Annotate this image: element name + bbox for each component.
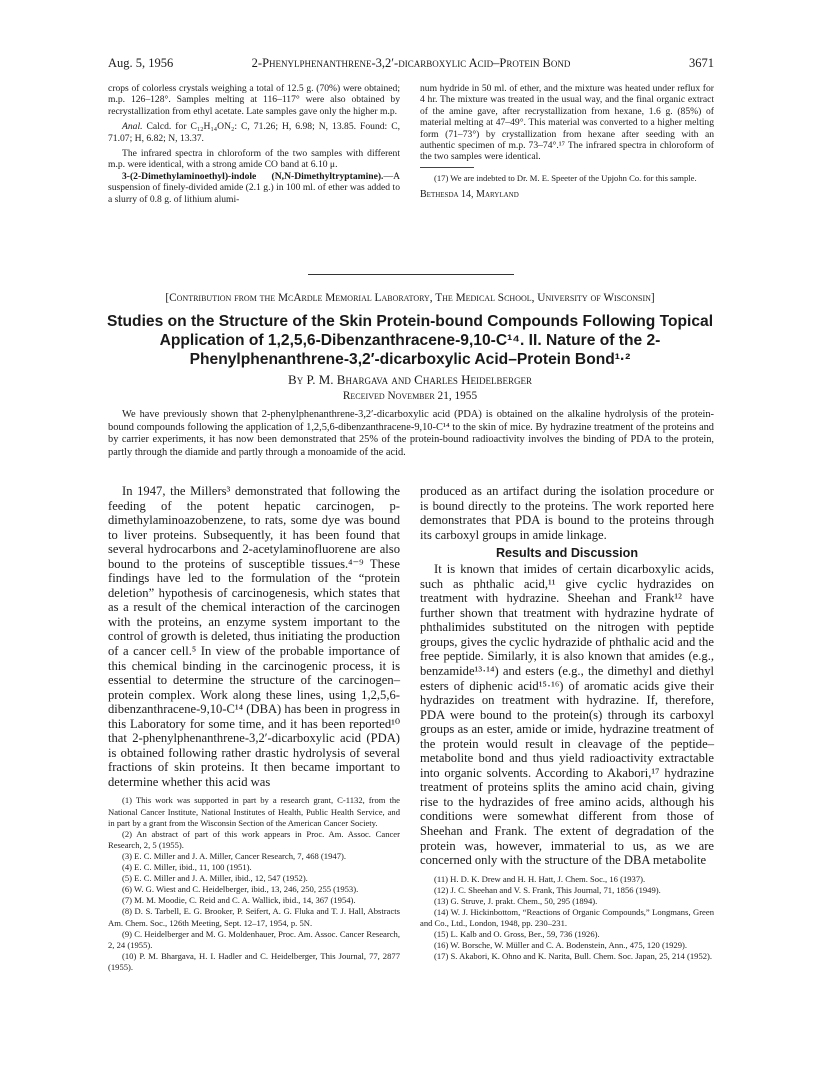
- abstract-text: We have previously shown that 2-phenylphenanthrene-3,2′-dicarboxylic acid (PDA) is obtained on the alkaline hydrolysis of the protein-bound compounds following the application of 1,2,5,6-dibenzanthracene-9,10-C¹⁴ to the skin of mice. By hydrazine treatment of the proteins and by carrier experiments, it has now been demonstrated that 25% of the protein-bound radioactivity involves the binding of PDA to the protein, partly through the diamide and partly through a monoamide of the acid.: [108, 409, 714, 458]
- prev-article-left-column: [108, 83, 400, 205]
- prev-article-right-column: [420, 83, 714, 200]
- analysis-label: Anal.: [122, 121, 143, 133]
- article-authors: By P. M. Bhargava and Charles Heidelberger: [288, 372, 532, 387]
- footnote-item: (6) W. G. Wiest and C. Heidelberger, ibid., 13, 246, 250, 255 (1953).: [122, 884, 359, 895]
- footnote-item: (9) C. Heidelberger and M. G. Moldenhauer, Proc. Am. Assoc. Cancer Research, 2, 24 (1955).: [108, 928, 400, 950]
- article-separator-rule: [308, 274, 514, 275]
- main-right-column: [420, 484, 714, 962]
- abstract: [108, 409, 714, 459]
- footnote-item: (1) This work was supported in part by a research grant, C-1132, from the National Cancer Institute, National Institutes of Health, Public Health Service, and in part by a grant from the Wisconsin Section of the American Cancer Society.: [108, 795, 400, 828]
- footnote-item: (17) S. Akabori, K. Ohno and K. Narita, Bull. Chem. Soc. Japan, 25, 214 (1952).: [434, 951, 713, 962]
- infrared-paragraph: The infrared spectra in chloroform of the two samples with different m.p. were identical, with a strong amide CO band at 6.10 μ.: [108, 148, 400, 171]
- footnote-item: (14) W. J. Hickinbottom, “Reactions of Organic Compounds,” Longmans, Green and Co., Ltd., London, 1948, pp. 230–231.: [420, 906, 714, 929]
- main-left-column: [108, 484, 400, 973]
- procedure-text: —A suspension of finely-divided amide (2.1 g.) in 100 ml. of ether was added to a slurry of 0.8 g. of lithium alumi-: [108, 170, 400, 205]
- author-address: Bethesda 14, Maryland: [420, 188, 519, 200]
- running-header: [108, 56, 714, 74]
- footnote-item: (2) An abstract of part of this work appears in Proc. Am. Assoc. Cancer Research, 2, 5 (1955).: [108, 828, 400, 850]
- footnote-item: (5) E. C. Miller and J. A. Miller, ibid., 12, 547 (1952).: [122, 873, 308, 884]
- footnote-item: (15) L. Kalb and O. Gross, Ber., 59, 736 (1926).: [434, 929, 600, 940]
- footnote-item: (12) J. C. Sheehan and V. S. Frank, This Journal, 71, 1856 (1949).: [434, 884, 661, 895]
- footnotes-left: [108, 795, 400, 973]
- intro-continuation: produced as an artifact during the isolation procedure or is bound directly to the proteins. The work reported here demonstrates that PDA is bound to the proteins through its carboxyl groups in amide linkage.: [420, 484, 714, 542]
- prev-paragraph-right: num hydride in 50 ml. of ether, and the mixture was heated under reflux for 4 hr. The mixture was treated in the usual way, and the final organic extract of the amine gave, after recrystallization from hexane, 1.6 g. (85%) of material melting at 47–49°. This material was converted to a higher melting form (71–73°) by crystallization from hexane after seeding with an authentic specimen of m.p. 73–74°.¹⁷ The infrared spectra in chloroform of the two samples were identical.: [420, 83, 714, 163]
- results-paragraph: It is known that imides of certain dicarboxylic acids, such as phthalic acid,¹¹ give cyclic hydrazides on treatment with hydrazine. Sheehan and Frank¹² have further shown that treatment with hydrazine hydrate of phthalimides substituted on the nitrogen with peptide groups, gives the cyclic hydrazide of phthalic acid and the free peptide. Similarly, it is also known that amides (e.g., benzamide¹³·¹⁴) and esters (e.g., the dimethyl and diethyl esters of diphenic acid¹⁵·¹⁶) of aromatic acids give their hydrazides on treatment with hydrazine. If, therefore, PDA were bound to the protein(s) through its carboxyl groups as an ester, amide or imide, hydrazine treatment of the protein would result in cleavage of the peptide–metabolite bond and thus yield radioactivity extractable into organic solvents. According to Akabori,¹⁷ hydrazine treatment of proteins splits the amino acid chain, giving rise to the hydrazides of free amino acids, although his conditions were somewhat different from those of Sheehan and Frank. The extent of degradation of the protein was, however, immaterial to us, as we are concerned only with the structure of the DBA metabolite: [420, 562, 714, 868]
- footnote-item: (16) W. Borsche, W. Müller and C. A. Bodenstein, Ann., 475, 120 (1929).: [434, 940, 688, 951]
- header-page-number: 3671: [689, 56, 714, 70]
- footnotes-right: [420, 874, 714, 963]
- section-heading: Results and Discussion: [495, 546, 639, 561]
- footnote-item: (4) E. C. Miller, ibid., 11, 100 (1951).: [122, 862, 252, 873]
- footnote-item: (8) D. S. Tarbell, E. G. Brooker, P. Seifert, A. G. Fluka and T. J. Hall, Abstracts Am. Chem. Soc., 126th Meeting, Sept. 12–17, 1954, p. 5N.: [108, 906, 400, 928]
- compound-name: 3-(2-Dimethylaminoethyl)-indole (N,N-Dimethyltryptamine).: [122, 170, 384, 182]
- header-date: Aug. 5, 1956: [108, 56, 174, 70]
- contribution-line: [Contribution from the McArdle Memorial Laboratory, The Medical School, University of Wisconsin]: [165, 292, 655, 304]
- footnote-item: (3) E. C. Miller and J. A. Miller, Cancer Research, 7, 468 (1947).: [122, 850, 346, 861]
- footnote-item: (7) M. M. Moodie, C. Reid and C. A. Wallick, ibid., 14, 367 (1954).: [122, 895, 356, 906]
- prev-paragraph: crops of colorless crystals weighing a total of 12.5 g. (70%) were obtained; m.p. 126–128°. Samples melting at 116–117° were also obtained by recrystallization from ethyl acetate. Late samples gave only the higher m.p.: [108, 83, 400, 117]
- article-title: Studies on the Structure of the Skin Protein-bound Compounds Following Topical Application of 1,2,5,6-Dibenzanthracene-9,10-C¹⁴. II. Nature of the 2-Phenylphenanthrene-3,2′-dicarboxylic Acid–Protein Bond¹·²: [106, 313, 714, 368]
- header-running-title: 2-Phenylphenanthrene-3,2′-dicarboxylic Acid–Protein Bond: [251, 56, 571, 70]
- footnote-item: (10) P. M. Bhargava, H. I. Hadler and C. Heidelberger, This Journal, 77, 2877 (1955).: [108, 950, 400, 972]
- footnote-item: (13) G. Struve, J. prakt. Chem., 50, 295 (1894).: [434, 895, 598, 906]
- procedure-paragraph: [108, 171, 400, 205]
- footnote-rule: [420, 167, 474, 168]
- received-date: Received November 21, 1955: [342, 390, 478, 402]
- analysis-paragraph: [108, 121, 400, 144]
- footnote-item: (11) H. D. K. Drew and H. H. Hatt, J. Chem. Soc., 16 (1937).: [434, 873, 646, 884]
- analysis-text: Calcd. for C₁₂H₁₄ON₂: C, 71.26; H, 6.98; N, 13.85. Found: C, 71.07; H, 6.82; N, 13.37.: [108, 121, 400, 144]
- intro-paragraph: In 1947, the Millers³ demonstrated that following the feeding of the potent hepatic carcinogen, p-dimethylaminoazobenzene, to rats, some dye was bound to liver proteins. Subsequently, it has been found that several hydrocarbons and 2-acetylaminofluorene are also bound to the proteins of susceptible tissues.⁴⁻⁹ These findings have led to the formulation of the “protein deletion” hypothesis of carcinogenesis, which states that as a result of the chemical interaction of the carcinogen with the proteins, an enzyme system important to the control of growth is deleted, thus initiating the production of a cancer cell.⁵ In view of the probable importance of this chemical binding in the carcinogenic process, it is essential to determine the structure of the carcinogen–protein complex. Work along these lines, using 1,2,5,6-dibenzanthracene-9,10-C¹⁴ (DBA) has been in progress in this Laboratory for some time, and it has been reported¹⁰ that 2-phenylphenanthrene-3,2′-dicarboxylic acid (PDA) is obtained following rather drastic hydrolysis of several fractions of skin proteins. It then became important to determine whether this acid was: [108, 484, 400, 789]
- footnote-17-prev: (17) We are indebted to Dr. M. E. Speeter of the Upjohn Co. for this sample.: [434, 172, 697, 183]
